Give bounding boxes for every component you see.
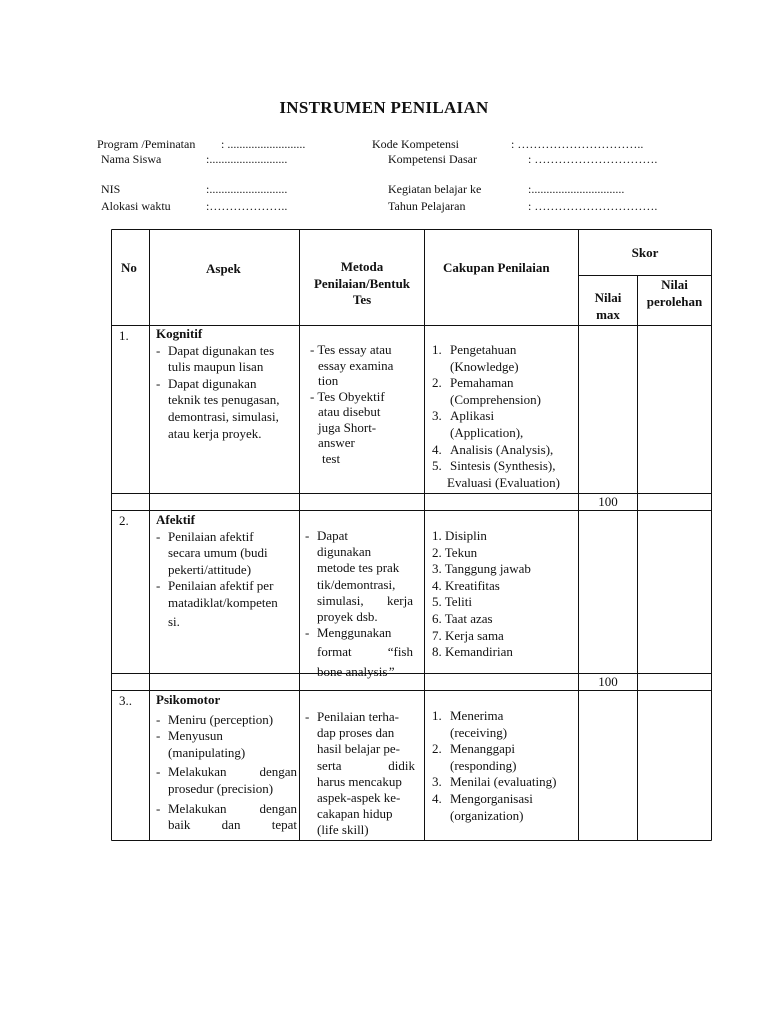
alokasi-waktu-label: Alokasi waktu	[101, 199, 171, 213]
kegiatan-belajar-value: :...............................	[528, 182, 625, 196]
row-1-no: 1.	[119, 328, 129, 343]
kompetensi-dasar-label: Kompetensi Dasar	[388, 152, 477, 166]
row-1-aspek: Kognitif - Dapat digunakan tes tulis maupun lisan - Dapat digunakan teknik tes penugasan, demontrasi, simulasi, atau kerja proyek.	[156, 326, 280, 441]
column-header-metoda: Metoda Penilaian/Bentuk Tes	[313, 259, 411, 308]
kompetensi-dasar-value: : ………………………….	[528, 152, 658, 166]
column-header-no: No	[121, 260, 137, 275]
row-3-aspek: Psikomotor - Meniru (perception) - Menyusun (manipulating) - Melakukan dengan prosedur (precision) - Melakukan dengan baik dan tepat	[156, 692, 297, 833]
kegiatan-belajar-label: Kegiatan belajar ke	[388, 182, 482, 196]
row-1-cakupan: 1. Pengetahuan (Knowledge) 2. Pemahaman (Comprehension) 3. Aplikasi (Application), 4. Analisis (Analysis), 5. Sintesis (Synthesis), Evaluasi (Evaluation)	[432, 342, 560, 490]
row-1-metoda: - Tes essay atau essay examina tion - Tes Obyektif atau disebut juga Short- answer test	[310, 342, 394, 466]
row-3-no: 3..	[119, 693, 132, 708]
row-2-no: 2.	[119, 513, 129, 528]
nis-value: :..........................	[206, 182, 288, 196]
kode-kompetensi-value: : …………………………..	[511, 137, 644, 151]
kode-kompetensi-label: Kode Kompetensi	[372, 137, 459, 151]
row-1-nilai-max: 100	[598, 494, 618, 509]
column-header-cakupan: Cakupan Penilaian	[443, 260, 550, 275]
column-header-aspek: Aspek	[206, 261, 241, 276]
program-label: Program /Peminatan	[97, 137, 196, 151]
nama-siswa-label: Nama Siswa	[101, 152, 162, 166]
column-header-nilai-max: Nilai max	[594, 290, 622, 322]
nis-label: NIS	[101, 182, 121, 196]
row-3-metoda: - Penilaian terha- dap proses dan hasil belajar pe- serta didik harus mencakup aspek-aspek ke- cakapan hidup (life skill)	[305, 709, 415, 838]
row-2-cakupan: 1. Disiplin 2. Tekun 3. Tanggung jawab 4. Kreatifitas 5. Teliti 6. Taat azas 7. Kerja sama 8. Kemandirian	[432, 528, 531, 660]
column-header-nilai-perolehan: Nilai perolehan	[646, 277, 703, 309]
tahun-pelajaran-value: : ………………………….	[528, 199, 658, 213]
program-value: : ..........................	[221, 137, 306, 151]
row-2-metoda: - Dapat digunakan metode tes prak tik/demontrasi, simulasi, kerja proyek dsb. - Menggunakan format “fish bone analysis”	[305, 528, 413, 679]
alokasi-waktu-value: :………………..	[206, 199, 288, 213]
tahun-pelajaran-label: Tahun Pelajaran	[388, 199, 466, 213]
row-2-nilai-max: 100	[598, 674, 618, 689]
nama-siswa-value: :..........................	[206, 152, 288, 166]
page-title: INSTRUMEN PENILAIAN	[279, 98, 489, 117]
column-header-skor: Skor	[631, 245, 659, 260]
row-2-aspek: Afektif - Penilaian afektif secara umum (budi pekerti/attitude) - Penilaian afektif per matadiklat/kompeten si.	[156, 512, 278, 629]
row-3-cakupan: 1. Menerima (receiving) 2. Menanggapi (responding) 3. Menilai (evaluating) 4. Mengorganisasi (organization)	[432, 708, 557, 823]
